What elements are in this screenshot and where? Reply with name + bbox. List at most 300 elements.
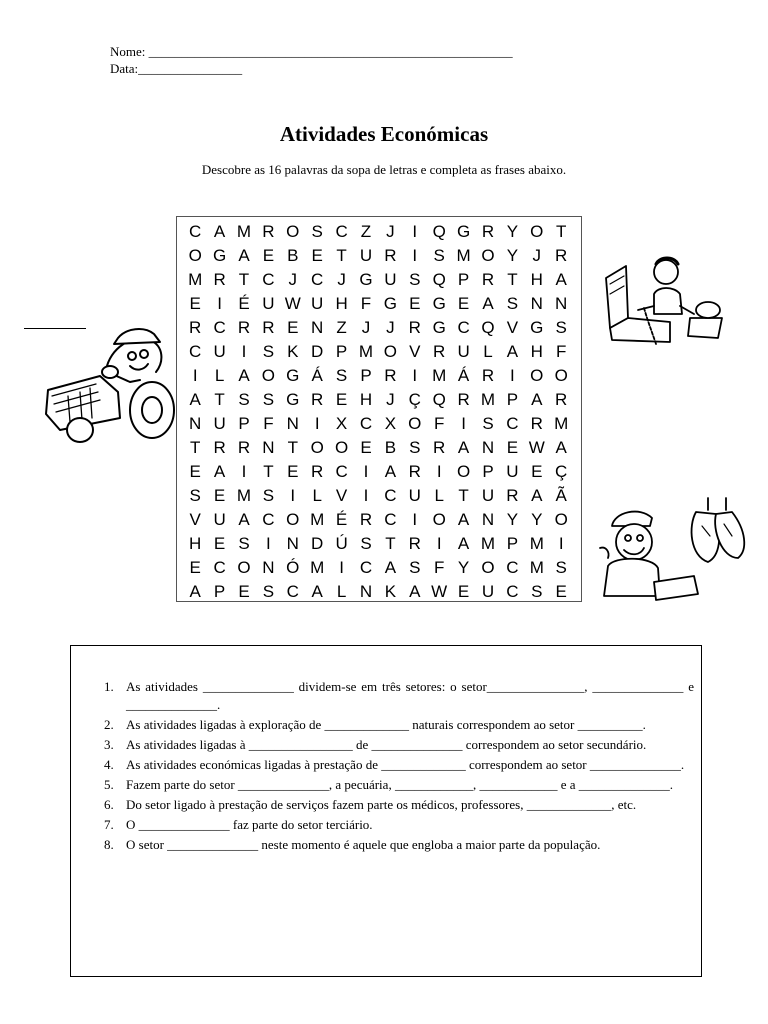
- grid-letter: P: [457, 270, 470, 289]
- question-item: [104, 836, 694, 854]
- grid-letter: Á: [311, 366, 323, 385]
- grid-letter: R: [408, 462, 421, 481]
- grid-letter: M: [236, 222, 252, 241]
- grid-letter: U: [384, 270, 397, 289]
- grid-letter: R: [555, 390, 568, 409]
- grid-letter: R: [433, 438, 446, 457]
- grid-letter: O: [188, 246, 202, 265]
- grid-letter: E: [189, 462, 201, 481]
- grid-letter: A: [213, 222, 226, 241]
- grid-letter: A: [238, 366, 250, 385]
- grid-letter: R: [408, 318, 421, 337]
- grid-letter: C: [286, 582, 299, 601]
- grid-letter: A: [213, 462, 226, 481]
- grid-row: [177, 532, 581, 556]
- grid-letter: X: [335, 414, 348, 433]
- grid-letter: J: [386, 222, 395, 241]
- grid-letter: C: [335, 462, 348, 481]
- grid-letter: E: [409, 294, 421, 313]
- question-number: 5.: [104, 777, 114, 792]
- grid-letter: O: [334, 438, 349, 457]
- grid-letter: E: [457, 582, 470, 601]
- grid-row: [177, 340, 581, 364]
- grid-letter: G: [212, 246, 227, 265]
- grid-letter: Ú: [335, 534, 348, 553]
- grid-row: [177, 244, 581, 268]
- grid-letter: P: [238, 414, 250, 433]
- grid-letter: N: [359, 582, 373, 601]
- grid-letter: A: [189, 582, 201, 601]
- grid-letter: É: [238, 294, 250, 313]
- grid-letter: O: [286, 222, 300, 241]
- grid-letter: I: [412, 366, 418, 385]
- grid-letter: E: [360, 438, 372, 457]
- grid-letter: S: [555, 558, 567, 577]
- grid-row: [177, 460, 581, 484]
- grid-letter: U: [359, 246, 373, 265]
- grid-letter: N: [311, 318, 324, 337]
- grid-letter: A: [531, 390, 543, 409]
- grid-letter: E: [311, 246, 323, 265]
- grid-letter: Q: [432, 270, 446, 289]
- question-number: 2.: [104, 717, 114, 732]
- grid-letter: M: [358, 342, 374, 361]
- grid-letter: P: [360, 366, 372, 385]
- grid-letter: E: [287, 462, 299, 481]
- grid-letter: E: [335, 390, 348, 409]
- grid-letter: O: [310, 438, 324, 457]
- question-item: [104, 796, 694, 814]
- grid-row: [177, 316, 581, 340]
- grid-letter: S: [531, 582, 543, 601]
- question-number: 6.: [104, 797, 114, 812]
- grid-letter: I: [339, 558, 344, 577]
- grid-letter: T: [336, 246, 347, 265]
- grid-letter: V: [335, 486, 348, 505]
- grid-letter: S: [262, 486, 275, 505]
- grid-letter: T: [263, 462, 274, 481]
- grid-letter: C: [506, 582, 519, 601]
- question-text: As atividades ______________ dividem-se em três setores: o setor_______________, ______________ e ______________.: [126, 679, 694, 712]
- grid-letter: R: [506, 486, 519, 505]
- grid-letter: J: [288, 270, 298, 289]
- grid-letter: J: [386, 318, 395, 337]
- grid-letter: R: [555, 246, 568, 265]
- grid-letter: R: [384, 246, 397, 265]
- grid-letter: A: [482, 294, 494, 313]
- grid-letter: G: [432, 318, 446, 337]
- grid-letter: T: [214, 390, 225, 409]
- grid-letter: U: [408, 486, 421, 505]
- grid-letter: R: [311, 462, 324, 481]
- grid-letter: S: [409, 558, 421, 577]
- instructions-text: Descobre as 16 palavras da sopa de letras e completa as frases abaixo.: [201, 162, 567, 177]
- grid-letter: E: [262, 246, 275, 265]
- grid-letter: C: [457, 318, 470, 337]
- grid-letter: A: [457, 534, 470, 553]
- grid-letter: L: [214, 366, 225, 385]
- grid-letter: C: [384, 510, 397, 529]
- grid-letter: E: [238, 582, 250, 601]
- question-item: [104, 816, 694, 834]
- grid-letter: A: [238, 510, 250, 529]
- grid-letter: S: [360, 534, 372, 553]
- grid-letter: A: [238, 246, 250, 265]
- grid-row: [177, 412, 581, 436]
- grid-row: [177, 580, 581, 604]
- grid-row: [177, 436, 581, 460]
- grid-letter: L: [483, 342, 493, 361]
- grid-letter: E: [189, 294, 201, 313]
- grid-letter: I: [412, 510, 418, 529]
- grid-letter: I: [510, 366, 515, 385]
- grid-letter: I: [436, 534, 442, 553]
- grid-letter: O: [286, 510, 300, 529]
- question-text: As atividades ligadas à exploração de _____________ naturais correspondem ao setor __________.: [126, 717, 646, 732]
- office-worker-illustration: [604, 248, 728, 348]
- grid-letter: T: [287, 438, 298, 457]
- grid-letter: O: [237, 558, 251, 577]
- grid-letter: R: [359, 510, 373, 529]
- grid-letter: C: [311, 270, 324, 289]
- grid-letter: Y: [506, 246, 519, 265]
- question-item: [104, 736, 694, 754]
- grid-letter: O: [554, 510, 568, 529]
- question-item: [104, 678, 694, 714]
- grid-row: [177, 484, 581, 508]
- grid-letter: O: [408, 414, 422, 433]
- grid-letter: J: [361, 318, 371, 337]
- grid-letter: D: [311, 342, 324, 361]
- grid-letter: C: [506, 558, 519, 577]
- grid-letter: R: [189, 318, 202, 337]
- grid-letter: Q: [432, 222, 446, 241]
- question-text: O setor ______________ neste momento é aquele que engloba a maior parte da população.: [126, 837, 601, 852]
- grid-letter: R: [311, 390, 324, 409]
- grid-letter: N: [262, 558, 275, 577]
- grid-letter: M: [456, 246, 471, 265]
- grid-letter: A: [531, 486, 543, 505]
- grid-letter: S: [555, 318, 567, 337]
- grid-letter: R: [237, 438, 251, 457]
- grid-letter: E: [213, 486, 226, 505]
- grid-letter: R: [213, 270, 226, 289]
- grid-letter: E: [506, 438, 519, 457]
- grid-letter: F: [434, 414, 445, 433]
- grid-letter: O: [530, 366, 544, 385]
- grid-letter: Y: [506, 222, 519, 241]
- questions-box: [70, 645, 702, 977]
- grid-letter: A: [506, 342, 519, 361]
- grid-letter: R: [433, 342, 446, 361]
- grid-letter: N: [555, 294, 568, 313]
- grid-row: [177, 508, 581, 532]
- grid-letter: M: [480, 534, 496, 553]
- grid-letter: E: [287, 318, 299, 337]
- butcher-illustration: [598, 496, 748, 612]
- grid-letter: T: [190, 438, 201, 457]
- grid-letter: S: [262, 342, 275, 361]
- grid-letter: R: [481, 222, 495, 241]
- grid-letter: V: [189, 510, 201, 529]
- grid-letter: Y: [457, 558, 470, 577]
- grid-letter: A: [384, 558, 397, 577]
- date-field-line[interactable]: Data:________________: [110, 61, 243, 76]
- grid-letter: Ç: [408, 390, 421, 409]
- grid-letter: G: [530, 318, 544, 337]
- grid-letter: X: [384, 414, 397, 433]
- grid-letter: R: [481, 270, 495, 289]
- grid-letter: M: [432, 366, 447, 385]
- grid-row: [177, 292, 581, 316]
- grid-letter: F: [434, 558, 445, 577]
- grid-letter: R: [408, 534, 421, 553]
- grid-letter: R: [237, 318, 251, 337]
- grid-letter: S: [238, 390, 250, 409]
- grid-letter: S: [482, 414, 494, 433]
- grid-letter: M: [529, 558, 544, 577]
- grid-letter: Q: [432, 390, 446, 409]
- grid-letter: C: [506, 414, 519, 433]
- grid-letter: Ó: [286, 558, 300, 577]
- grid-letter: U: [262, 294, 275, 313]
- grid-letter: U: [213, 510, 226, 529]
- grid-letter: O: [261, 366, 275, 385]
- grid-letter: N: [189, 414, 202, 433]
- grid-letter: W: [431, 582, 448, 601]
- grid-letter: R: [457, 390, 470, 409]
- grid-letter: C: [189, 342, 202, 361]
- grid-letter: H: [530, 270, 543, 289]
- grid-letter: U: [506, 462, 519, 481]
- grid-letter: A: [311, 582, 323, 601]
- grid-letter: S: [409, 270, 421, 289]
- grid-letter: C: [189, 222, 202, 241]
- grid-letter: C: [213, 318, 226, 337]
- grid-letter: U: [481, 486, 495, 505]
- grid-letter: I: [436, 462, 442, 481]
- grid-letter: C: [384, 486, 397, 505]
- grid-letter: S: [262, 390, 275, 409]
- grid-letter: A: [189, 390, 201, 409]
- grid-letter: S: [506, 294, 519, 313]
- grid-letter: G: [456, 222, 471, 241]
- grid-letter: R: [384, 366, 397, 385]
- grid-letter: S: [409, 438, 421, 457]
- grid-letter: R: [481, 366, 495, 385]
- grid-letter: H: [359, 390, 373, 409]
- grid-letter: K: [384, 582, 397, 601]
- question-item: [104, 776, 694, 794]
- grid-letter: R: [262, 318, 275, 337]
- grid-letter: P: [506, 390, 519, 409]
- grid-letter: N: [481, 438, 495, 457]
- grid-letter: E: [531, 462, 543, 481]
- grid-row: [177, 556, 581, 580]
- grid-letter: V: [409, 342, 421, 361]
- question-number: 3.: [104, 737, 114, 752]
- tractor-farmer-illustration: [40, 326, 178, 448]
- question-text: Do setor ligado à prestação de serviços fazem parte os médicos, professores, _____________, etc.: [126, 797, 637, 812]
- grid-letter: T: [385, 534, 396, 553]
- name-field-line[interactable]: Nome: ________________________________________________________: [110, 44, 513, 59]
- question-number: 8.: [104, 837, 114, 852]
- grid-row: [177, 220, 581, 244]
- grid-letter: O: [554, 366, 568, 385]
- grid-letter: T: [556, 222, 567, 241]
- grid-letter: E: [189, 558, 201, 577]
- grid-letter: M: [188, 270, 203, 289]
- grid-letter: T: [507, 270, 518, 289]
- grid-row: [177, 388, 581, 412]
- grid-letter: I: [461, 414, 466, 433]
- grid-letter: N: [530, 294, 543, 313]
- grid-letter: A: [457, 510, 470, 529]
- question-number: 1.: [104, 679, 114, 694]
- grid-letter: O: [481, 558, 495, 577]
- question-text: O ______________ faz parte do setor terciário.: [126, 817, 373, 832]
- grid-letter: U: [213, 342, 226, 361]
- grid-letter: Ã: [555, 486, 567, 505]
- grid-letter: P: [506, 534, 519, 553]
- grid-letter: S: [433, 246, 445, 265]
- grid-letter: B: [287, 246, 299, 265]
- grid-letter: I: [192, 366, 198, 385]
- grid-letter: B: [384, 438, 397, 457]
- grid-letter: F: [263, 414, 274, 433]
- grid-letter: H: [335, 294, 348, 313]
- grid-letter: N: [286, 534, 299, 553]
- grid-letter: G: [286, 390, 300, 409]
- grid-letter: Y: [531, 510, 543, 529]
- question-text: As atividades económicas ligadas à prestação de _____________ correspondem ao setor ______________.: [126, 757, 685, 772]
- grid-letter: Y: [506, 510, 519, 529]
- grid-letter: M: [554, 414, 569, 433]
- grid-letter: Z: [360, 222, 372, 241]
- grid-letter: Z: [336, 318, 347, 337]
- page-title: Atividades Económicas: [279, 122, 489, 146]
- grid-letter: I: [241, 342, 247, 361]
- grid-letter: I: [558, 534, 564, 553]
- grid-letter: U: [213, 414, 226, 433]
- grid-letter: M: [529, 534, 544, 553]
- grid-letter: I: [412, 246, 418, 265]
- question-list: [104, 678, 694, 856]
- grid-letter: L: [336, 582, 347, 601]
- grid-letter: E: [213, 534, 226, 553]
- grid-letter: A: [555, 270, 567, 289]
- grid-letter: I: [290, 486, 296, 505]
- word-search-grid: [176, 216, 582, 602]
- grid-letter: U: [481, 582, 495, 601]
- grid-letter: K: [287, 342, 299, 361]
- grid-letter: R: [530, 414, 543, 433]
- grid-letter: T: [458, 486, 469, 505]
- question-text: Fazem parte do setor ______________, a pecuária, ____________, ____________ e a ______________.: [126, 777, 673, 792]
- grid-letter: S: [238, 534, 250, 553]
- question-item: [104, 756, 694, 774]
- grid-letter: I: [241, 462, 247, 481]
- question-number: 7.: [104, 817, 114, 832]
- grid-letter: I: [217, 294, 222, 313]
- grid-letter: P: [335, 342, 348, 361]
- grid-letter: S: [189, 486, 201, 505]
- grid-letter: C: [262, 270, 275, 289]
- grid-letter: D: [311, 534, 324, 553]
- grid-letter: P: [482, 462, 494, 481]
- grid-letter: S: [335, 366, 348, 385]
- grid-letter: O: [432, 510, 446, 529]
- grid-letter: C: [335, 222, 348, 241]
- grid-letter: I: [363, 462, 369, 481]
- grid-letter: I: [412, 222, 418, 241]
- grid-letter: U: [457, 342, 470, 361]
- grid-letter: T: [238, 270, 250, 289]
- grid-letter: J: [337, 270, 346, 289]
- grid-letter: I: [314, 414, 320, 433]
- grid-letter: P: [213, 582, 226, 601]
- grid-letter: A: [555, 438, 567, 457]
- grid-letter: S: [262, 582, 275, 601]
- grid-letter: E: [555, 582, 567, 601]
- grid-letter: G: [359, 270, 373, 289]
- grid-letter: M: [310, 510, 325, 529]
- grid-letter: A: [384, 462, 397, 481]
- grid-letter: A: [409, 582, 421, 601]
- grid-row: [177, 268, 581, 292]
- grid-letter: J: [532, 246, 542, 265]
- grid-letter: E: [457, 294, 470, 313]
- grid-letter: I: [266, 534, 271, 553]
- grid-letter: Á: [457, 366, 470, 385]
- grid-letter: J: [386, 390, 395, 409]
- grid-row: [177, 364, 581, 388]
- grid-letter: C: [262, 510, 275, 529]
- grid-letter: R: [262, 222, 275, 241]
- question-item: [104, 716, 694, 734]
- grid-letter: A: [457, 438, 470, 457]
- grid-letter: O: [530, 222, 544, 241]
- grid-letter: L: [434, 486, 444, 505]
- grid-letter: O: [456, 462, 471, 481]
- grid-letter: M: [310, 558, 325, 577]
- grid-letter: Ç: [555, 462, 568, 481]
- grid-letter: L: [312, 486, 322, 505]
- grid-letter: V: [506, 318, 519, 337]
- grid-letter: O: [383, 342, 397, 361]
- grid-letter: N: [262, 438, 275, 457]
- grid-letter: M: [236, 486, 252, 505]
- grid-letter: H: [530, 342, 543, 361]
- grid-letter: C: [213, 558, 226, 577]
- grid-letter: Q: [481, 318, 495, 337]
- grid-letter: S: [311, 222, 323, 241]
- grid-letter: U: [311, 294, 324, 313]
- grid-letter: F: [556, 342, 567, 361]
- grid-letter: W: [528, 438, 545, 457]
- grid-letter: O: [481, 246, 495, 265]
- grid-letter: R: [213, 438, 226, 457]
- grid-letter: G: [286, 366, 300, 385]
- grid-letter: W: [284, 294, 301, 313]
- grid-letter: É: [335, 510, 348, 529]
- grid-letter: I: [363, 486, 369, 505]
- grid-letter: G: [432, 294, 446, 313]
- grid-letter: C: [359, 558, 373, 577]
- question-text: As atividades ligadas à ________________ de ______________ correspondem ao setor secundário.: [126, 737, 647, 752]
- grid-letter: N: [481, 510, 495, 529]
- grid-letter: N: [286, 414, 299, 433]
